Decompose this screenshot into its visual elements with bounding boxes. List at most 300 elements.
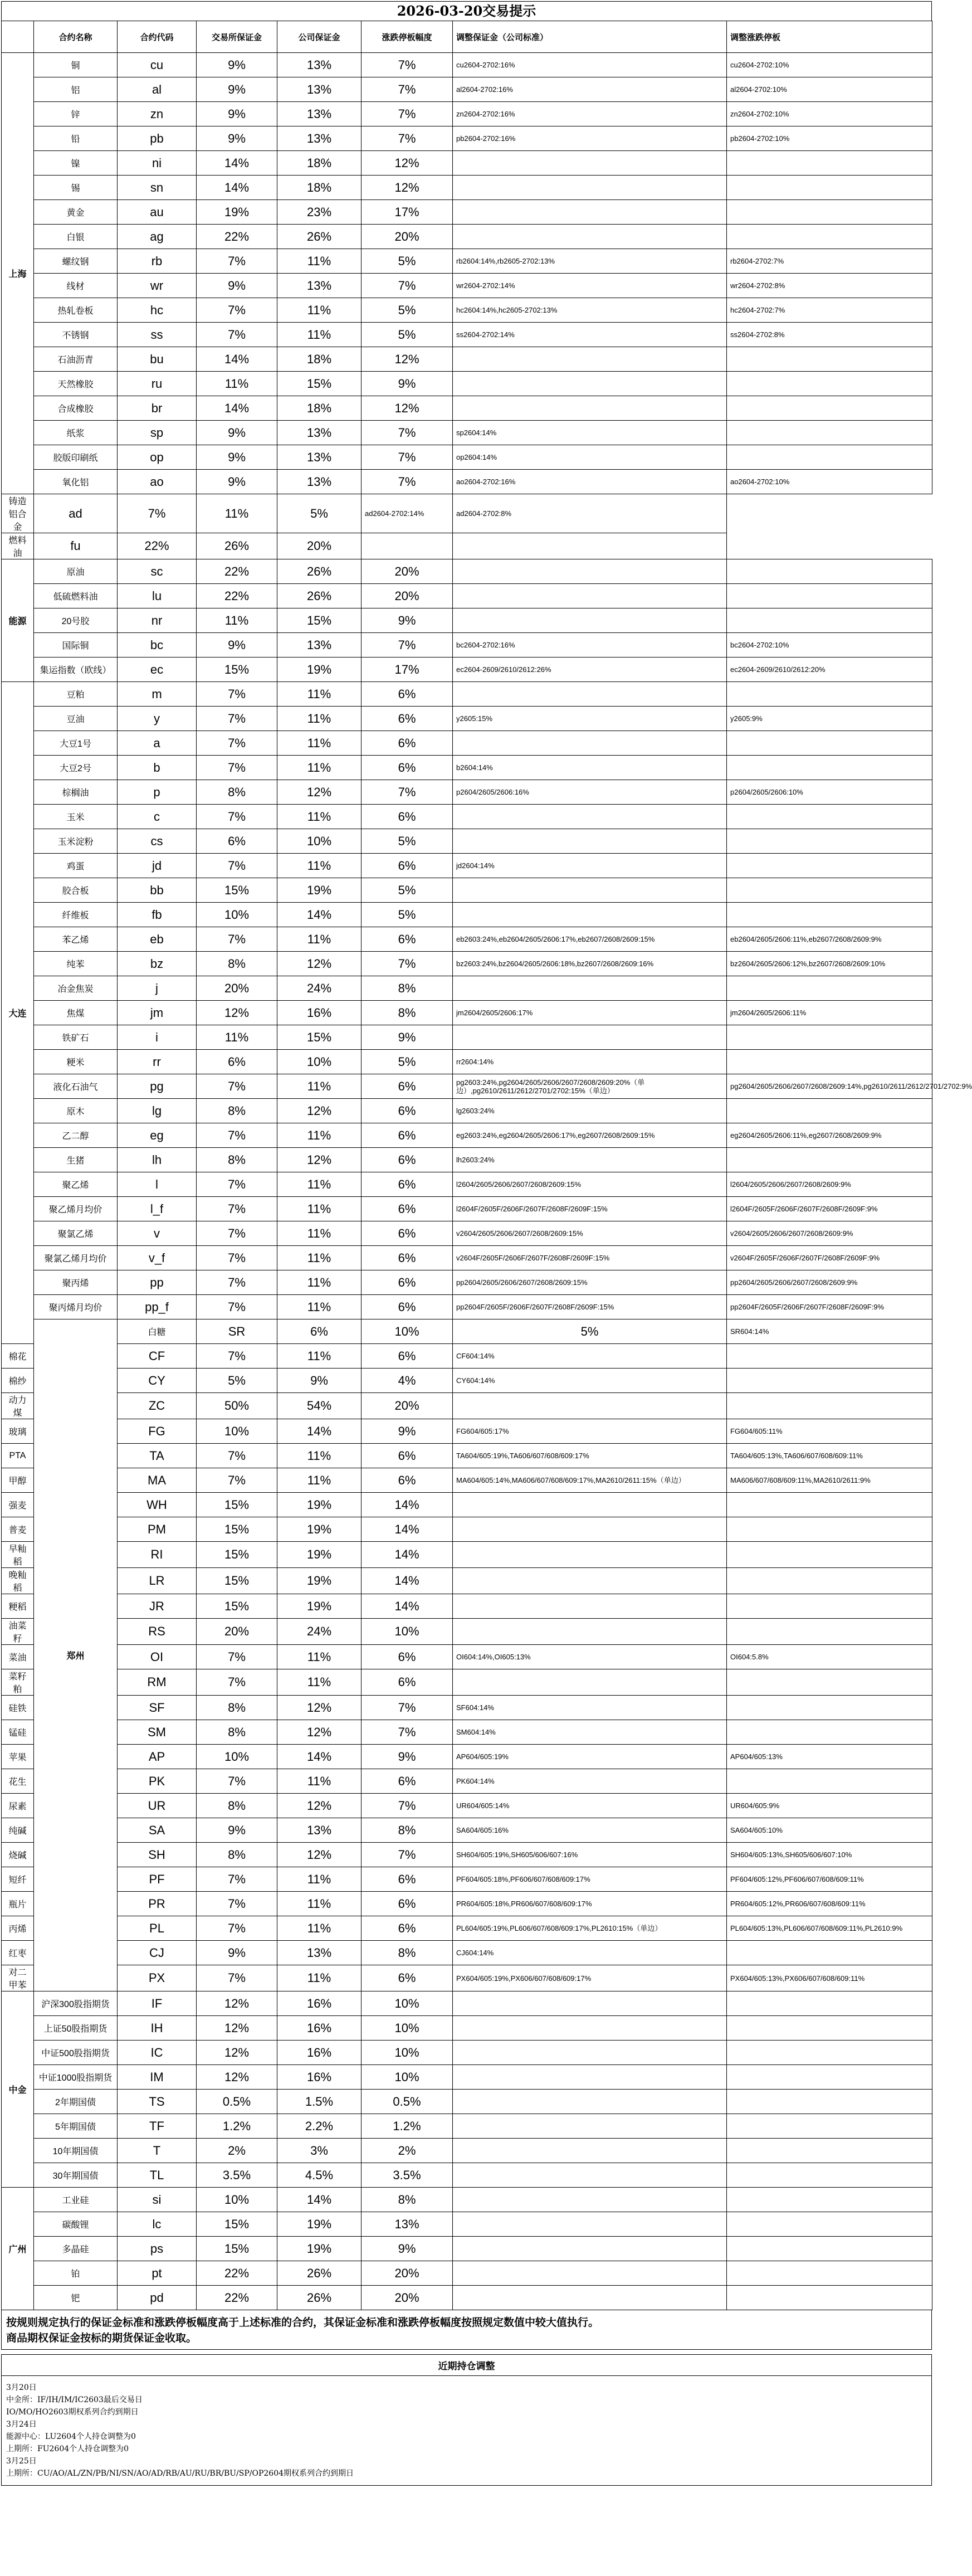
contract-code: TF [118,2114,197,2139]
adjusted-margin: p2604/2605/2606:16% [453,780,727,805]
exchange-margin: 20% [197,976,277,1001]
contract-name: 氧化铝 [34,470,118,494]
exchange-margin: 1.2% [197,2114,277,2139]
contract-name: 玻璃 [2,1419,34,1444]
table-row [2,53,932,77]
price-limit: 6% [362,1444,453,1468]
table-row [2,1295,932,1319]
adjusted-margin [453,1517,727,1542]
table-row [2,2065,932,2090]
contract-name: 中证1000股指期货 [34,2065,118,2090]
adjusted-margin [453,2090,727,2114]
contract-name: 油菜籽 [2,1619,34,1645]
company-margin: 15% [277,608,362,633]
adjusted-limit: v2604F/2605F/2606F/2607F/2608F/2609F:9% [727,1246,932,1270]
adjusted-limit [727,1344,932,1369]
table-row [2,1991,932,2016]
adjusted-margin [453,1594,727,1619]
table-row [2,77,932,102]
contract-name: 黄金 [34,200,118,225]
adjusted-limit [727,1099,932,1123]
adjusted-limit [727,731,932,756]
adjusted-limit: l2604/2605/2606/2607/2608/2609:9% [727,1172,932,1197]
contract-name: 集运指数（欧线） [34,658,118,682]
adjusted-limit [727,805,932,829]
contract-code: ec [118,658,197,682]
contract-name: 聚氯乙烯月均价 [34,1246,118,1270]
adjusted-margin [453,2065,727,2090]
price-limit: 14% [362,1517,453,1542]
adjusted-margin: lg2603:24% [453,1099,727,1123]
table-row [2,1843,932,1867]
company-margin: 26% [277,559,362,584]
header-exchange-margin: 交易所保证金 [197,21,277,53]
adjusted-margin: PX604/605:19%,PX606/607/608/609:17% [453,1965,727,1991]
contract-name: 工业硅 [34,2188,118,2212]
contract-name: 原木 [34,1099,118,1123]
contract-name: 胶版印刷纸 [34,445,118,470]
price-limit: 7% [362,53,453,77]
company-margin: 26% [277,2286,362,2310]
price-limit: 6% [362,1916,453,1941]
exchange-margin: 7% [197,1645,277,1669]
table-row [2,1818,932,1843]
contract-name: 锌 [34,102,118,126]
adjusted-limit: bc2604-2702:10% [727,633,932,658]
page-title: 2026-03-20交易提示 [1,1,932,21]
footer-note-2: 商品期权保证金按标的期货保证金收取。 [6,2332,197,2344]
contract-code: SH [118,1843,197,1867]
exchange-margin: 19% [197,200,277,225]
contract-code: IF [118,1991,197,2016]
adjusted-limit [727,1769,932,1794]
table-row [2,1025,932,1050]
price-limit: 6% [362,1344,453,1369]
table-row [2,323,932,347]
contract-name: 丙烯 [2,1916,34,1941]
exchange-margin: 5% [197,1369,277,1393]
price-limit: 6% [362,731,453,756]
contract-name: 上证50股指期货 [34,2016,118,2041]
recent-body [2,2376,931,2485]
price-limit: 7% [362,1720,453,1745]
company-margin: 11% [277,1444,362,1468]
adjusted-limit [727,200,932,225]
company-margin: 11% [277,1344,362,1369]
table-row [2,1270,932,1295]
table-row [2,1568,932,1594]
adjusted-limit: eg2604/2605/2606:11%,eg2607/2608/2609:9% [727,1123,932,1148]
adjusted-margin [453,151,727,176]
contract-code: pp_f [118,1295,197,1319]
contract-code: bc [118,633,197,658]
table-row [2,200,932,225]
exchange-cell: 郑州 [34,1319,118,1991]
contract-code: AP [118,1745,197,1769]
company-margin: 11% [277,1916,362,1941]
company-margin: 19% [277,1568,362,1594]
company-margin: 16% [277,2041,362,2065]
company-margin: 13% [277,1818,362,1843]
exchange-margin: 3.5% [197,2163,277,2188]
adjusted-margin: ss2604-2702:14% [453,323,727,347]
table-row [2,1619,932,1645]
adjusted-margin: l2604F/2605F/2606F/2607F/2608F/2609F:15% [453,1197,727,1221]
recent-line: 中金所：IF/IH/IM/IC2603最后交易日 [6,2395,143,2404]
table-row [2,854,932,878]
adjusted-margin [453,903,727,927]
contract-code: sp [118,421,197,445]
adjusted-limit [727,421,932,445]
adjusted-limit: v2604/2605/2606/2607/2608/2609:9% [727,1221,932,1246]
price-limit: 14% [362,1493,453,1517]
contract-name: 聚乙烯 [34,1172,118,1197]
table-row [2,2163,932,2188]
adjusted-margin: rr2604:14% [453,1050,727,1074]
adjusted-margin: v2604/2605/2606/2607/2608/2609:15% [453,1221,727,1246]
contract-code: zn [118,102,197,126]
company-margin: 11% [277,1221,362,1246]
contract-code: al [118,77,197,102]
exchange-margin: 11% [197,372,277,396]
adjusted-margin: eg2603:24%,eg2604/2605/2606:17%,eg2607/2608/2609:15% [453,1123,727,1148]
company-margin: 13% [277,1941,362,1965]
company-margin: 19% [277,1594,362,1619]
company-margin: 26% [197,533,277,559]
contract-code: T [118,2139,197,2163]
table-row [2,372,932,396]
company-margin: 11% [277,707,362,731]
contract-name: 铅 [34,126,118,151]
contract-code: WH [118,1493,197,1517]
adjusted-limit: MA606/607/608/609:11%,MA2610/2611:9% [727,1468,932,1493]
table-row [2,1769,932,1794]
adjusted-limit [727,1669,932,1696]
exchange-margin: 14% [197,347,277,372]
exchange-margin: 12% [197,2065,277,2090]
adjusted-limit [727,1941,932,1965]
price-limit: 6% [362,1867,453,1892]
price-limit: 5% [277,494,362,533]
price-limit: 14% [362,1542,453,1568]
contract-code: v_f [118,1246,197,1270]
company-margin: 2.2% [277,2114,362,2139]
contract-code: sn [118,176,197,200]
adjusted-limit: ad2604-2702:8% [453,494,727,533]
adjusted-margin [453,347,727,372]
contract-code: SM [118,1720,197,1745]
exchange-margin: 9% [197,274,277,298]
exchange-margin: 22% [118,533,197,559]
table-row [2,1148,932,1172]
company-margin: 12% [277,1148,362,1172]
table-row [2,533,932,559]
price-limit: 5% [362,829,453,854]
company-margin: 19% [277,878,362,903]
recent-line: 3月24日 [6,2420,37,2429]
price-limit: 2% [362,2139,453,2163]
price-limit: 10% [362,2041,453,2065]
exchange-margin: 22% [197,225,277,249]
table-row [2,249,932,274]
adjusted-limit [727,1393,932,1419]
exchange-margin: 9% [197,421,277,445]
contract-code: fb [118,903,197,927]
adjusted-margin [453,878,727,903]
adjusted-margin: SR604:14% [727,1319,932,1344]
contract-name: 纯苯 [34,952,118,976]
contract-name: 纸浆 [34,421,118,445]
company-margin: 13% [277,470,362,494]
company-margin: 11% [277,756,362,780]
contract-code: eb [118,927,197,952]
contract-code: bu [118,347,197,372]
exchange-margin: 9% [197,1941,277,1965]
price-limit: 6% [362,1769,453,1794]
exchange-margin: 12% [197,1991,277,2016]
table-row [2,1669,932,1696]
recent-line: 上期所：FU2604个人持仓调整为0 [6,2444,129,2453]
exchange-margin: 9% [197,470,277,494]
contract-code: PR [118,1892,197,1916]
company-margin: 14% [277,903,362,927]
price-limit: 9% [362,1025,453,1050]
contract-name: 聚丙烯 [34,1270,118,1295]
exchange-margin: 8% [197,1843,277,1867]
adjusted-margin: bz2603:24%,bz2604/2605/2606:18%,bz2607/2608/2609:16% [453,952,727,976]
contract-name: 燃料油 [2,533,34,559]
table-row [2,878,932,903]
contract-code: MA [118,1468,197,1493]
company-margin: 13% [277,633,362,658]
contract-code: m [118,682,197,707]
price-limit: 6% [362,1965,453,1991]
contract-name: 镍 [34,151,118,176]
company-margin: 12% [277,1696,362,1720]
company-margin: 11% [277,1172,362,1197]
contract-name: 苯乙烯 [34,927,118,952]
adjusted-margin [362,533,453,559]
exchange-margin: 12% [197,1001,277,1025]
adjusted-limit [727,2212,932,2237]
table-row [2,298,932,323]
adjusted-margin: pg2603:24%,pg2604/2605/2606/2607/2608/2609:20%（单边）,pg2610/2611/2612/2701/2702:15%（单边） [453,1074,727,1099]
adjusted-margin: SH604/605:19%,SH605/606/607:16% [453,1843,727,1867]
price-limit: 7% [362,77,453,102]
adjusted-margin [453,2188,727,2212]
table-row [2,102,932,126]
contract-name: 聚乙烯月均价 [34,1197,118,1221]
table-row [2,2188,932,2212]
exchange-margin: 11% [197,608,277,633]
table-row [2,1645,932,1669]
adjusted-limit [727,2163,932,2188]
adjusted-limit: PF604/605:12%,PF606/607/608/609:11% [727,1867,932,1892]
table-row [2,151,932,176]
company-margin: 15% [277,372,362,396]
adjusted-limit [727,1568,932,1594]
contract-name: 30年期国债 [34,2163,118,2188]
contract-name: 棉纱 [2,1369,34,1393]
table-row [2,633,932,658]
contract-code: pt [118,2261,197,2286]
adjusted-limit [453,533,727,559]
company-margin: 18% [277,151,362,176]
adjusted-margin: PF604/605:18%,PF606/607/608/609:17% [453,1867,727,1892]
recent-line: 3月25日 [6,2457,37,2466]
adjusted-limit: l2604F/2605F/2606F/2607F/2608F/2609F:9% [727,1197,932,1221]
table-row [2,1542,932,1568]
adjusted-margin [453,2139,727,2163]
contract-code: ao [118,470,197,494]
table-row [2,903,932,927]
price-limit: 6% [362,1295,453,1319]
price-limit: 14% [362,1594,453,1619]
exchange-cell: 上海 [2,53,34,494]
contract-name: 锰硅 [2,1720,34,1745]
price-limit: 20% [362,2261,453,2286]
price-limit: 6% [362,707,453,731]
price-limit: 5% [362,323,453,347]
exchange-margin: 50% [197,1393,277,1419]
price-limit: 12% [362,347,453,372]
adjusted-margin [453,682,727,707]
price-limit: 0.5% [362,2090,453,2114]
table-row [2,421,932,445]
contract-code: l [118,1172,197,1197]
contract-code: rr [118,1050,197,1074]
adjusted-margin: PK604:14% [453,1769,727,1794]
contract-name: 中证500股指期货 [34,2041,118,2065]
company-margin: 11% [277,1123,362,1148]
exchange-margin: 7% [197,1123,277,1148]
price-limit: 10% [362,1619,453,1645]
contract-name: 碳酸锂 [34,2212,118,2237]
company-margin: 11% [277,1769,362,1794]
adjusted-margin [453,176,727,200]
price-limit: 20% [277,533,362,559]
adjusted-limit [727,1025,932,1050]
table-row [2,780,932,805]
contract-code: jm [118,1001,197,1025]
contract-code: lc [118,2212,197,2237]
contract-name: 红枣 [2,1941,34,1965]
contract-code: fu [34,533,118,559]
adjusted-limit: pp2604/2605/2606/2607/2608/2609:9% [727,1270,932,1295]
contract-name: 国际铜 [34,633,118,658]
recent-line: 上期所：CU/AO/AL/ZN/PB/NI/SN/AO/AD/RB/AU/RU/BR/BU/SP/OP2604期权系列合约到期日 [6,2469,354,2478]
adjusted-limit: pb2604-2702:10% [727,126,932,151]
header-limit: 涨跌停板幅度 [362,21,453,53]
contract-name: 铝 [34,77,118,102]
table-row [2,1369,932,1393]
price-limit: 5% [362,249,453,274]
table-row [2,1001,932,1025]
adjusted-margin: y2605:15% [453,707,727,731]
contract-code: hc [118,298,197,323]
contract-name: PTA [2,1444,34,1468]
company-margin: 18% [277,396,362,421]
exchange-cell: 大连 [2,682,34,1344]
exchange-margin: 12% [197,2016,277,2041]
exchange-margin: 9% [197,126,277,151]
contract-code: sc [118,559,197,584]
table-row [2,176,932,200]
company-margin: 11% [277,854,362,878]
company-margin: 12% [277,1720,362,1745]
adjusted-margin: jm2604/2605/2606:17% [453,1001,727,1025]
table-row [2,2212,932,2237]
adjusted-limit [727,1148,932,1172]
adjusted-margin: hc2604:14%,hc2605-2702:13% [453,298,727,323]
table-row [2,829,932,854]
contract-name: 铸造铝合金 [2,494,34,533]
adjusted-limit [727,2114,932,2139]
exchange-margin: 7% [197,707,277,731]
adjusted-limit: OI604:5.8% [727,1645,932,1669]
company-margin: 11% [277,1197,362,1221]
adjusted-limit: jm2604/2605/2606:11% [727,1001,932,1025]
adjusted-limit: y2605:9% [727,707,932,731]
table-row [2,470,932,494]
price-limit: 20% [362,2286,453,2310]
adjusted-margin [453,2016,727,2041]
contract-code: SA [118,1818,197,1843]
contract-code: bz [118,952,197,976]
adjusted-limit: pp2604F/2605F/2606F/2607F/2608F/2609F:9% [727,1295,932,1319]
recent-line: 能源中心：LU2604个人持仓调整为0 [6,2432,136,2441]
price-limit: 20% [362,225,453,249]
price-limit: 6% [362,1197,453,1221]
table-row [2,1867,932,1892]
adjusted-limit: p2604/2605/2606:10% [727,780,932,805]
contract-name: 10年期国债 [34,2139,118,2163]
company-margin: 11% [277,1270,362,1295]
price-limit: 8% [362,2188,453,2212]
adjusted-limit [727,445,932,470]
contract-code: PM [118,1517,197,1542]
price-limit: 9% [362,1419,453,1444]
company-margin: 11% [277,731,362,756]
adjusted-margin [453,396,727,421]
contract-code: UR [118,1794,197,1818]
adjusted-margin: MA604/605:14%,MA606/607/608/609:17%,MA2610/2611:15%（单边） [453,1468,727,1493]
contract-name: 白糖 [118,1319,197,1344]
company-margin: 26% [277,2261,362,2286]
adjusted-limit: UR604/605:9% [727,1794,932,1818]
price-limit: 7% [362,102,453,126]
price-limit: 9% [362,608,453,633]
company-margin: 10% [362,1319,453,1344]
contract-code: l_f [118,1197,197,1221]
company-margin: 13% [277,53,362,77]
exchange-margin: 7% [197,1270,277,1295]
contract-name: 对二甲苯 [2,1965,34,1991]
contract-name: 白银 [34,225,118,249]
exchange-margin: 10% [197,1419,277,1444]
contract-name: 冶金焦炭 [34,976,118,1001]
exchange-margin: 6% [197,829,277,854]
company-margin: 1.5% [277,2090,362,2114]
price-limit: 12% [362,396,453,421]
table-row [2,1246,932,1270]
adjusted-limit: FG604/605:11% [727,1419,932,1444]
company-margin: 12% [277,780,362,805]
company-margin: 19% [277,658,362,682]
header-code: 合约代码 [118,21,197,53]
price-limit: 6% [362,1669,453,1696]
price-limit: 6% [362,1123,453,1148]
